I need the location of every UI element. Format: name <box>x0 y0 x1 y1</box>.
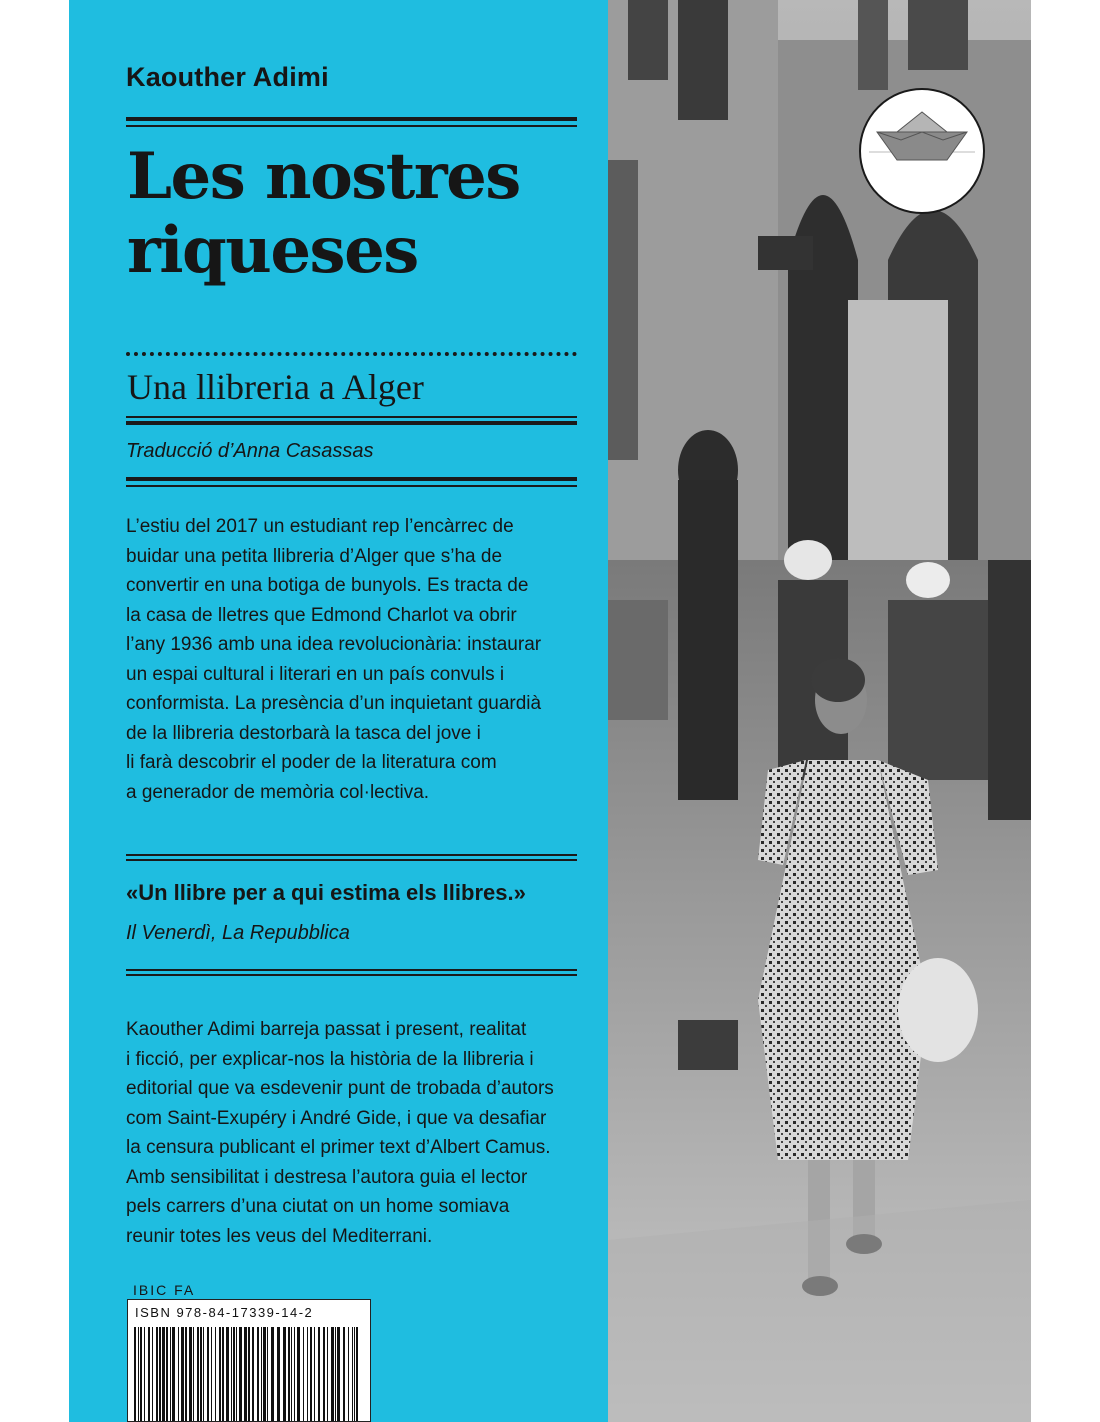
barcode-bar <box>356 1327 358 1421</box>
barcode-bar <box>307 1327 308 1421</box>
barcode-bar <box>288 1327 290 1421</box>
barcode-bar <box>181 1327 184 1421</box>
review-quote: «Un llibre per a qui estima els llibres.» <box>126 880 526 905</box>
description-paragraph <box>126 1015 596 1251</box>
divider <box>126 421 577 425</box>
paper-boat-icon <box>861 90 983 212</box>
divider <box>126 485 577 487</box>
barcode-bar <box>348 1327 349 1421</box>
book-subtitle: Una llibreria a Alger <box>127 367 424 407</box>
divider <box>126 854 577 856</box>
barcode-bar <box>263 1327 266 1421</box>
synopsis-line: L’estiu del 2017 un estudiant rep l’encàrrec de <box>126 516 514 537</box>
author-name: Kaouther Adimi <box>126 62 329 92</box>
synopsis-line: conformista. La presència d’un inquietant guardià <box>126 693 542 714</box>
book-title: Les nostres riqueses <box>127 139 520 288</box>
description-line: i ficció, per explicar-nos la història de la llibreria i <box>126 1048 534 1070</box>
barcode-bar <box>185 1327 187 1421</box>
barcode-bar <box>162 1327 165 1421</box>
barcode-bar <box>172 1327 175 1421</box>
barcode-bar <box>134 1327 136 1421</box>
barcode-bar <box>343 1327 345 1421</box>
barcode-bar <box>215 1327 216 1421</box>
divider <box>126 416 577 418</box>
synopsis-line: de la llibreria destorbarà la tasca del jove i <box>126 722 481 744</box>
barcode-bar <box>166 1327 168 1421</box>
barcode-bar <box>291 1327 292 1421</box>
barcode-bar <box>152 1327 153 1421</box>
description-line: editorial que va esdevenir punt de trobada d’autors <box>126 1078 554 1099</box>
barcode-bar <box>261 1327 262 1421</box>
synopsis-line: li farà descobrir el poder de la literatura com <box>126 752 497 773</box>
barcode-bar <box>231 1327 232 1421</box>
divider <box>126 477 577 481</box>
synopsis-line: la casa de lletres que Edmond Charlot va obrir <box>126 604 517 626</box>
synopsis-line: a generador de memòria col·lectiva. <box>126 781 430 803</box>
synopsis-line: buidar una petita llibreria d’Alger que s’ha de <box>126 545 503 567</box>
divider <box>126 974 577 976</box>
divider <box>126 125 577 127</box>
barcode-bar <box>352 1327 353 1421</box>
barcode-bar <box>200 1327 202 1421</box>
description-line: la censura publicant el primer text d’Albert Camus. <box>126 1137 551 1158</box>
barcode-bar <box>294 1327 295 1421</box>
divider <box>126 969 577 971</box>
description-line: com Saint-Exupéry i André Gide, i que va desafiar <box>126 1107 547 1129</box>
synopsis-paragraph <box>126 512 596 807</box>
barcode-bar <box>323 1327 325 1421</box>
barcode-bar <box>297 1327 300 1421</box>
barcode-bar <box>303 1327 304 1421</box>
ibic-code: IBIC FA <box>133 1282 196 1298</box>
barcode-bar <box>239 1327 242 1421</box>
barcode-bar <box>354 1327 355 1421</box>
barcode-bar <box>252 1327 254 1421</box>
synopsis-line: l’any 1936 amb una idea revolucionària: instaurar <box>126 634 542 655</box>
barcode-bar <box>335 1327 336 1421</box>
review-source: Il Venerdì, La Repubblica <box>126 922 350 944</box>
barcode-bar <box>244 1327 247 1421</box>
publisher-logo <box>859 88 985 214</box>
dotted-divider <box>126 352 577 356</box>
barcode-bar <box>189 1327 192 1421</box>
barcode-bar <box>203 1327 204 1421</box>
description-line: Kaouther Adimi barreja passat i present, realitat <box>126 1019 527 1040</box>
barcode-bar <box>170 1327 171 1421</box>
barcode-bar <box>197 1327 199 1421</box>
barcode-bar <box>271 1327 274 1421</box>
barcode-bar <box>148 1327 150 1421</box>
description-line: reunir totes les veus del Mediterrani. <box>126 1225 433 1247</box>
text-panel <box>69 0 608 1422</box>
barcode-bar <box>318 1327 320 1421</box>
synopsis-line: convertir en una botiga de bunyols. Es tracta de <box>126 575 529 596</box>
barcode-bar <box>257 1327 259 1421</box>
barcode-bar <box>267 1327 268 1421</box>
isbn-barcode <box>127 1299 371 1422</box>
isbn-number: ISBN 978-84-17339-14-2 <box>135 1305 314 1320</box>
barcode-bar <box>193 1327 194 1421</box>
barcode-bar <box>222 1327 224 1421</box>
barcode-bar <box>211 1327 212 1421</box>
barcode-bar <box>248 1327 250 1421</box>
synopsis-line: un espai cultural i literari en un país convuls i <box>126 663 505 685</box>
barcode-bar <box>226 1327 229 1421</box>
book-back-cover <box>69 0 1031 1422</box>
divider <box>126 859 577 861</box>
barcode-bar <box>144 1327 145 1421</box>
barcode-bar <box>156 1327 158 1421</box>
barcode-bar <box>337 1327 340 1421</box>
barcode-bar <box>283 1327 286 1421</box>
barcode-bar <box>178 1327 179 1421</box>
barcode-bar <box>159 1327 161 1421</box>
barcode-bar <box>277 1327 280 1421</box>
barcode-bar <box>207 1327 209 1421</box>
cover-photo <box>608 0 1031 1422</box>
divider <box>126 117 577 121</box>
barcode-bar <box>331 1327 334 1421</box>
description-line: pels carrers d’una ciutat on un home somiava <box>126 1196 510 1217</box>
barcode-bar <box>314 1327 315 1421</box>
barcode-icon <box>134 1327 364 1421</box>
barcode-bar <box>310 1327 312 1421</box>
barcode-bar <box>219 1327 221 1421</box>
description-line: Amb sensibilitat i destresa l’autora guia el lector <box>126 1166 528 1188</box>
street-photo-illustration <box>608 0 1031 1422</box>
barcode-bar <box>236 1327 237 1421</box>
translator-credit: Traducció d’Anna Casassas <box>126 440 374 462</box>
barcode-bar <box>233 1327 235 1421</box>
barcode-bar <box>140 1327 142 1421</box>
barcode-bar <box>327 1327 328 1421</box>
barcode-bar <box>138 1327 139 1421</box>
